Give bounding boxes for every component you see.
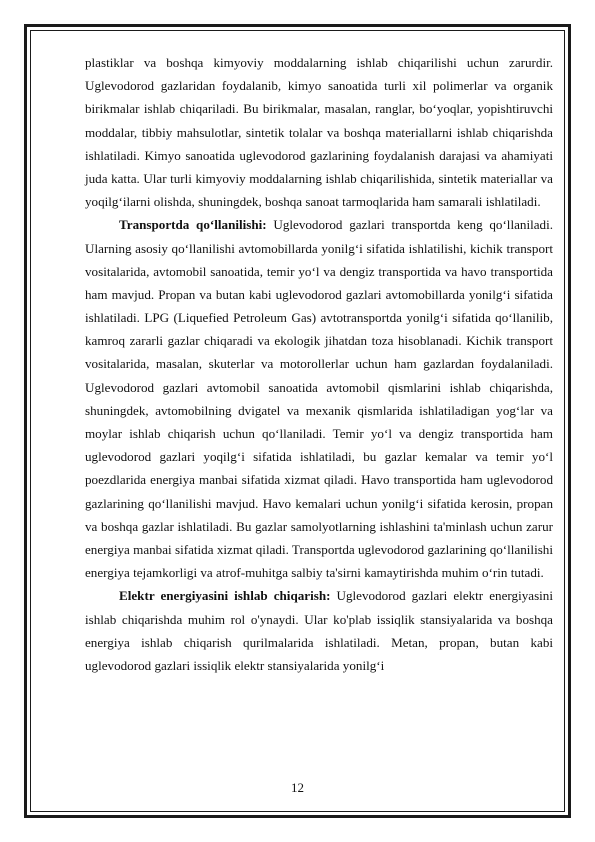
paragraph-transport [85, 213, 553, 584]
section-heading-electricity: Elektr energiyasini ishlab chiqarish: [119, 588, 331, 604]
paragraph-intro [85, 51, 553, 213]
paragraph-text: Uglevodorod gazlari transportda keng qo‘llaniladi. Ularning asosiy qo‘llanilishi avtomobillarda yonilg‘i sifatida ishlatilishi, kichik transport vositalarida, avtomobil sanoatida, temir yo‘l va dengiz transportida va havo transportida ham mavjud. Propan va butan kabi uglevodorod gazlari avtomobillarda yonilg‘i sifatida ishlatiladi. LPG (Liquefied Petroleum Gas) avtotransportda yonilg‘i sifatida qo‘llanilib, kamroq zararli gazlar chiqaradi va ekologik jihatdan toza hisoblanadi. Kichik transport vositalarida, masalan, skuterlar va motorollerlar uchun ham gazlardan foydalaniladi. Uglevodorod gazlari avtomobil sanoatida avtomobil qismlarini ishlab chiqarishda, shuningdek, avtomobilning dvigatel va mexanik qismlarida ishlatiladigan yog‘lar va moylar ishlab chiqarish uchun qo‘llaniladi. Temir yo‘l va dengiz transportida ham uglevodorod gazlari yoqilg‘i sifatida ishlatiladi, bu gazlar kemalar va temir yo‘l poezdlarida energiya manbai sifatida xizmat qiladi. Havo transportida ham uglevodorod gazlarining qo‘llanilishi mavjud. Havo kemalari uchun yonilg‘i sifatida kerosin, propan va boshqa gazlar ishlatiladi. Bu gazlar samolyotlarning ishlashini ta'minlash uchun zarur energiya manbai sifatida xizmat qiladi. Transportda uglevodorod gazlarining qo‘llanilishi energiya tejamkorligi va atrof-muhitga salbiy ta'sirni kamaytirishda muhim o‘rin tutadi. [85, 217, 553, 581]
paragraph-text: plastiklar va boshqa kimyoviy moddalarning ishlab chiqarilishi uchun zarurdir. Uglevodorod gazlaridan foydalanib, kimyo sanoatida turli xil polimerlar va organik birikmalar ishlab chiqariladi. Bu birikmalar, masalan, ranglar, bo‘yoqlar, yopishtiruvchi moddalar, tibbiy mahsulotlar, sintetik tolalar va boshqa materiallarni ishlab chiqarishda ishlatiladi. Kimyo sanoatida uglevodorod gazlarining foydalanish darajasi va ahamiyati juda katta. Ular turli kimyoviy moddalarning ishlab chiqarilishida, sintetik materiallar va yoqilg‘ilarni olishda, shuningdek, boshqa sanoat tarmoqlarida ham samarali ishlatiladi. [85, 55, 553, 210]
document-body [85, 51, 553, 677]
section-heading-transport: Transportda qo‘llanilishi: [119, 217, 267, 233]
paragraph-electricity [85, 584, 553, 677]
paragraph-text: Uglevodorod gazlari elektr energiyasini ishlab chiqarishda muhim rol o'ynaydi. Ular ko'plab issiqlik stansiyalarida va boshqa energiya ishlab chiqarish qurilmalarida ishlatiladi. Metan, propan, butan kabi uglevodorod gazlari issiqlik elektr stansiyalarida yonilg‘i [85, 588, 553, 673]
page-number: 12 [291, 780, 304, 795]
